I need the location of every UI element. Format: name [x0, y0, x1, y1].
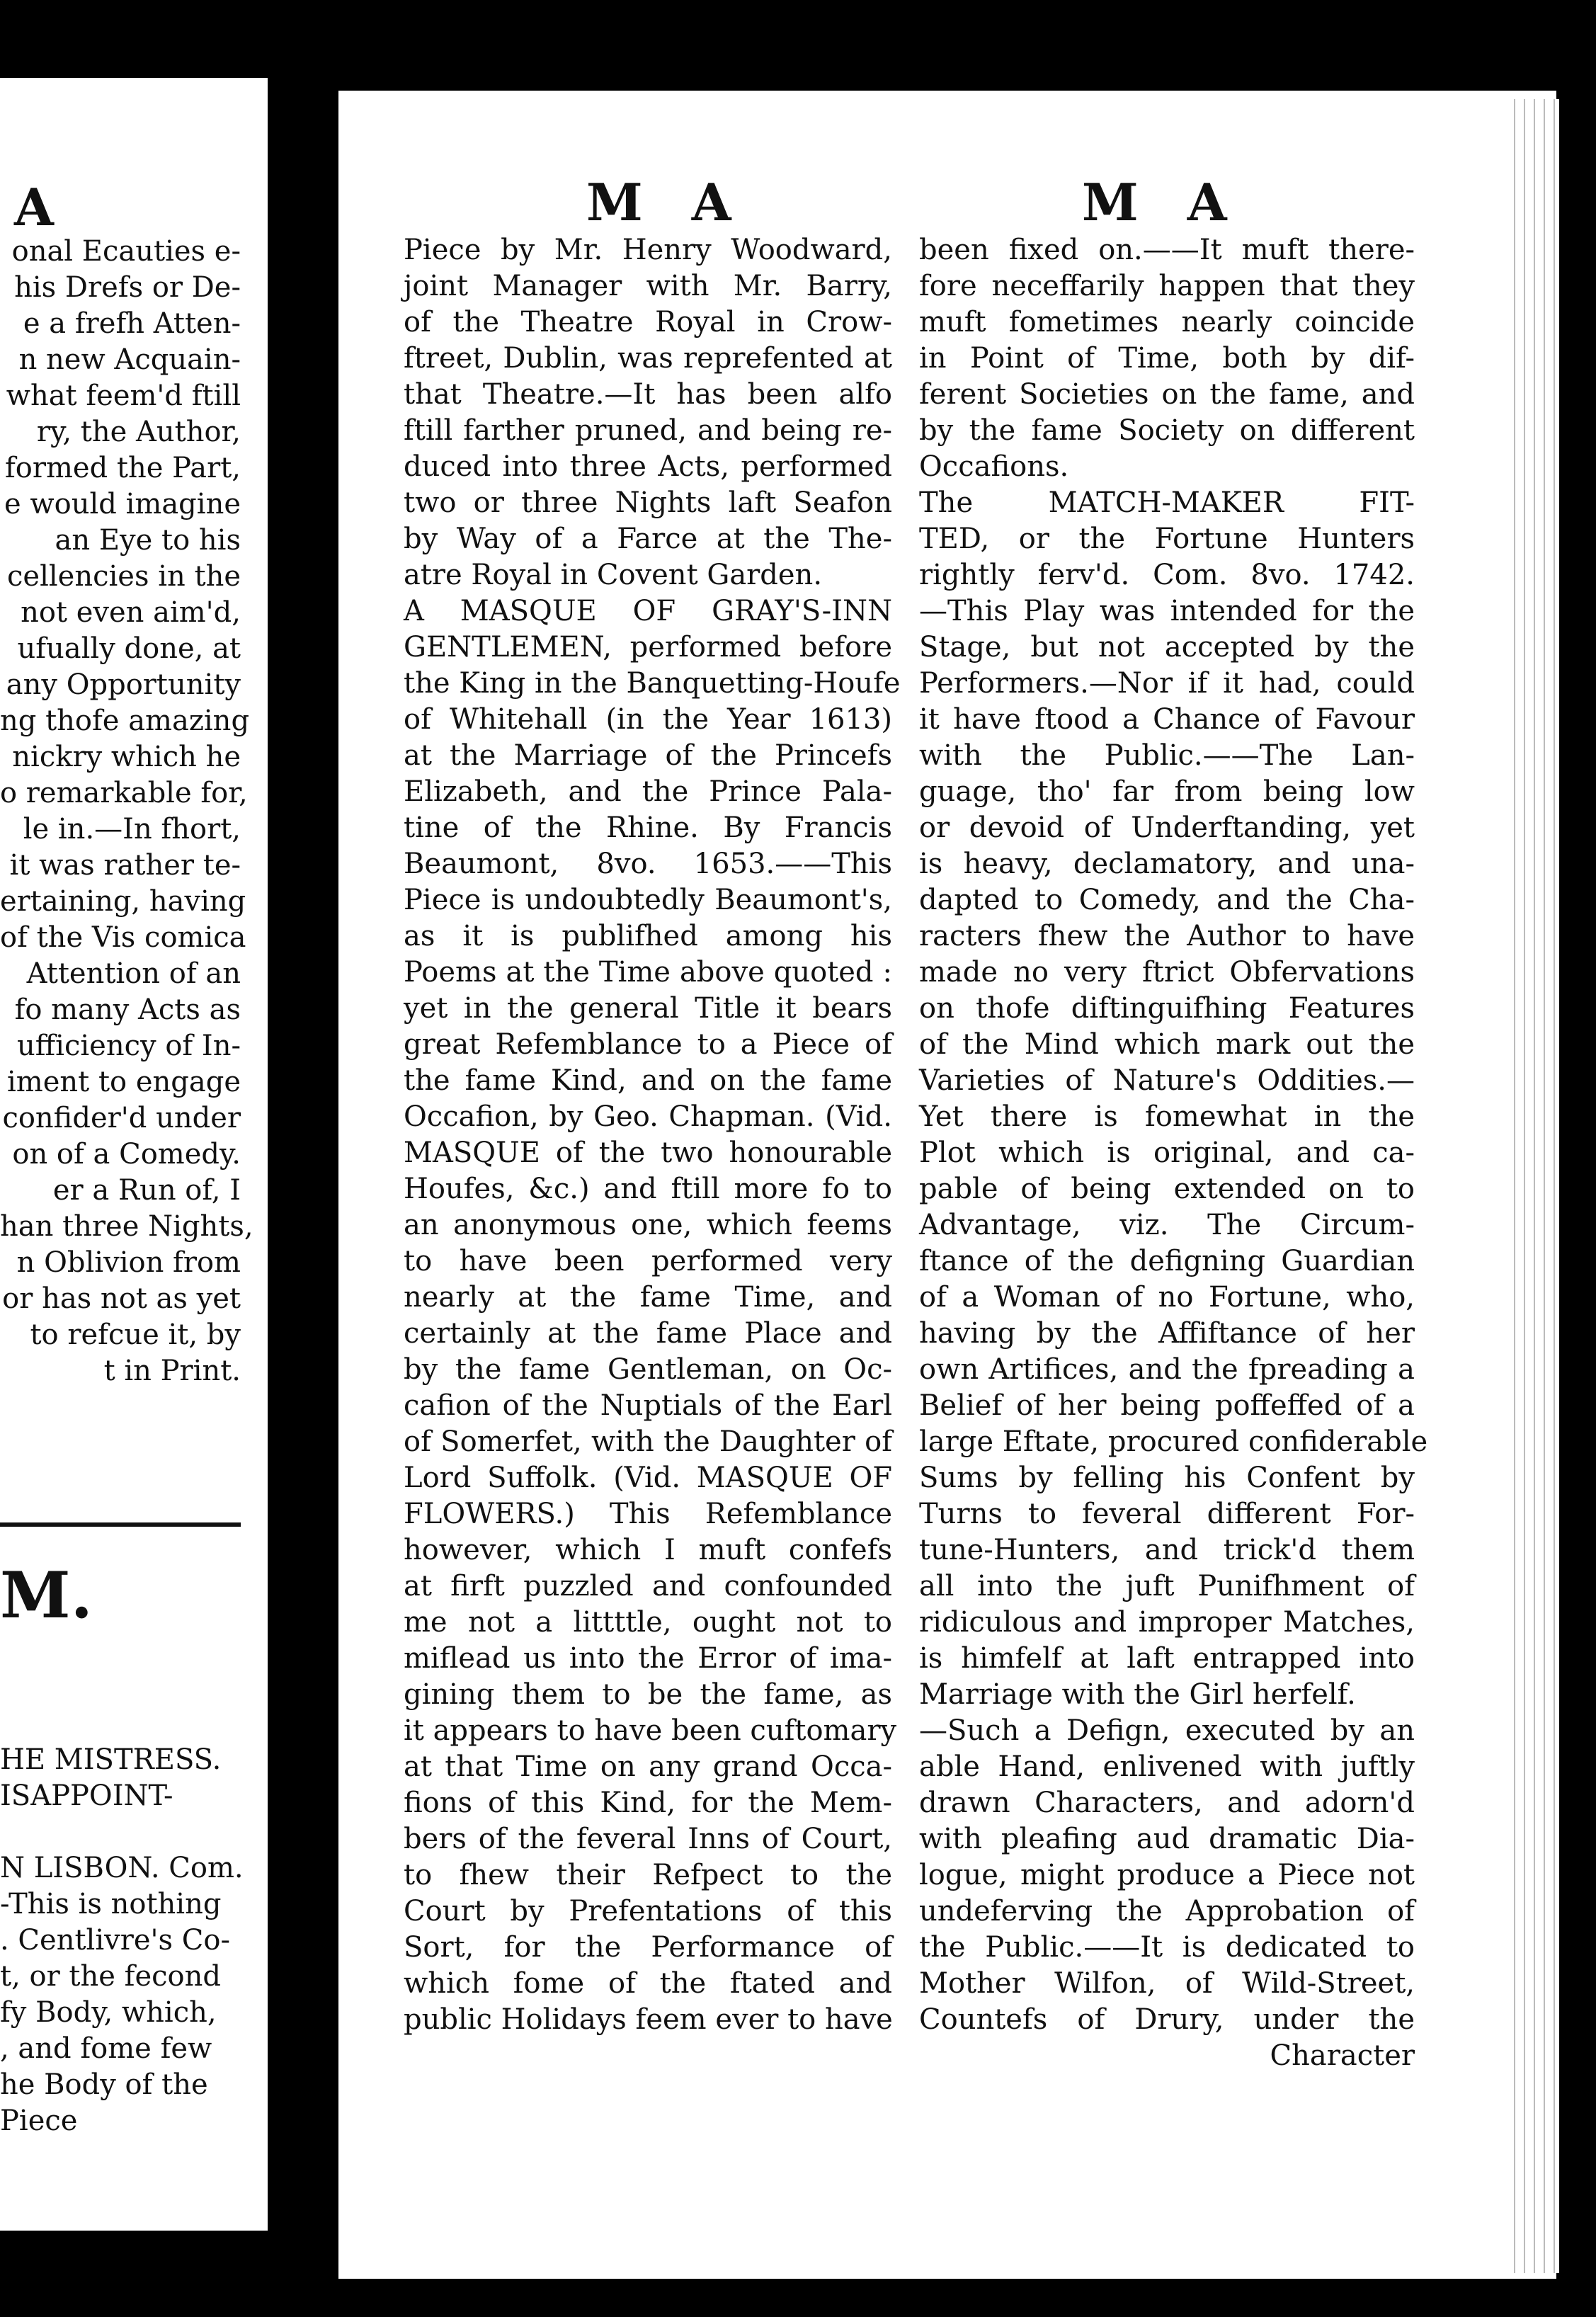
- text-line: on thofe diftinguifhing Features: [919, 992, 1415, 1025]
- text-line: t, or the fecond: [0, 1960, 221, 1993]
- text-line: n Oblivion from: [16, 1246, 241, 1279]
- text-line: formed the Part,: [4, 452, 241, 484]
- text-line: gining them to be the fame, as: [404, 1678, 892, 1711]
- text-line: racters fhew the Author to have: [919, 920, 1415, 952]
- text-line: able Hand, enlivened with juftly: [919, 1750, 1415, 1783]
- text-line: of the Vis comica: [0, 921, 246, 954]
- text-line: ufficiency of In-: [17, 1030, 241, 1062]
- text-line: not even aim'd,: [21, 596, 241, 629]
- section-rule: [0, 1522, 241, 1527]
- text-line: Turns to feveral different For-: [919, 1498, 1415, 1530]
- text-line: made no very ftrict Obfervations: [919, 956, 1415, 989]
- text-line: ferent Societies on the fame, and: [919, 378, 1415, 411]
- text-line: Piece is undoubtedly Beaumont's,: [404, 884, 892, 916]
- text-line: Piece: [0, 2105, 78, 2137]
- text-line: fore neceffarily happen that they: [919, 270, 1415, 302]
- text-line: that Theatre.—It has been alfo: [404, 378, 892, 411]
- text-line: Beaumont, 8vo. 1653.——This: [404, 848, 892, 880]
- text-line: ftreet, Dublin, was reprefented at: [404, 342, 892, 375]
- text-line: atre Royal in Covent Garden.: [404, 559, 823, 591]
- running-head-right: M A: [1082, 172, 1243, 232]
- text-line: to fhew their Refpect to the: [404, 1859, 892, 1891]
- text-line: however, which I muft confefs: [404, 1534, 892, 1566]
- text-line: tine of the Rhine. By Francis: [404, 812, 892, 844]
- text-line: or devoid of Underftanding, yet: [919, 812, 1415, 844]
- text-line: ISAPPOINT-: [0, 1780, 173, 1812]
- text-line: he Body of the: [0, 2068, 208, 2101]
- text-line: at the Marriage of the Princefs: [404, 739, 892, 772]
- text-line: Occafion, by Geo. Chapman. (Vid.: [404, 1100, 892, 1133]
- text-line: what feem'd ftill: [6, 380, 241, 412]
- section-letter: M.: [0, 1558, 93, 1633]
- text-line: with the Public.——The Lan-: [919, 739, 1415, 772]
- left-running-head: A: [14, 177, 69, 237]
- text-line: joint Manager with Mr. Barry,: [404, 270, 892, 302]
- text-line: nearly at the fame Time, and: [404, 1281, 892, 1314]
- text-line: of a Woman of no Fortune, who,: [919, 1281, 1415, 1314]
- text-line: own Artifices, and the fpreading a: [919, 1353, 1415, 1386]
- text-line: Marriage with the Girl herfelf.: [919, 1678, 1356, 1711]
- text-line: in Point of Time, both by dif-: [919, 342, 1415, 375]
- text-line: Yet there is fomewhat in the: [919, 1100, 1415, 1133]
- text-line: certainly at the fame Place and: [404, 1317, 892, 1350]
- text-line: Character: [1270, 2039, 1415, 2072]
- text-line: ertaining, having: [0, 885, 246, 918]
- text-line: large Eftate, procured confiderable: [919, 1425, 1428, 1458]
- text-line: t in Print.: [103, 1355, 241, 1387]
- text-line: Belief of her being poffeffed of a: [919, 1389, 1415, 1422]
- text-line: Sums by felling his Confent by: [919, 1462, 1415, 1494]
- middle-column-text: [404, 232, 901, 2038]
- text-line: . Centlivre's Co-: [0, 1924, 230, 1957]
- text-line: of the Theatre Royal in Crow-: [404, 306, 892, 338]
- text-line: ry, the Author,: [36, 416, 241, 448]
- text-line: on of a Comedy.: [12, 1138, 241, 1171]
- text-line: drawn Characters, and adorn'd: [919, 1787, 1415, 1819]
- text-line: cellencies in the: [7, 560, 241, 593]
- text-line: Performers.—Nor if it had, could: [919, 667, 1415, 700]
- text-line: Poems at the Time above quoted :: [404, 956, 892, 989]
- text-line: o remarkable for,: [0, 777, 248, 809]
- text-line: an anonymous one, which feems: [404, 1209, 892, 1241]
- text-line: it was rather te-: [9, 849, 241, 882]
- text-line: The MATCH-MAKER FIT-: [919, 486, 1415, 519]
- text-line: an Eye to his: [55, 524, 241, 557]
- text-line: fy Body, which,: [0, 1996, 217, 2029]
- running-head-left: M A: [586, 172, 747, 232]
- text-line: with pleafing aud dramatic Dia-: [919, 1823, 1415, 1855]
- text-line: as it is publifhed among his: [404, 920, 892, 952]
- text-line: iment to engage: [7, 1066, 241, 1098]
- text-line: by Way of a Farce at the The-: [404, 523, 892, 555]
- text-line: pable of being extended on to: [919, 1173, 1415, 1205]
- text-line: or has not as yet: [2, 1282, 241, 1315]
- text-line: of Whitehall (in the Year 1613): [404, 703, 892, 736]
- text-line: Stage, but not accepted by the: [919, 631, 1415, 664]
- text-line: rightly ferv'd. Com. 8vo. 1742.: [919, 559, 1415, 591]
- text-line: the fame Kind, and on the fame: [404, 1064, 892, 1097]
- text-line: by the fame Society on different: [919, 414, 1415, 447]
- text-line: his Drefs or De-: [14, 271, 241, 304]
- text-line: great Refemblance to a Piece of: [404, 1028, 892, 1061]
- text-line: the King in the Banquetting-Houfe: [404, 667, 901, 700]
- text-line: Elizabeth, and the Prince Pala-: [404, 775, 892, 808]
- text-line: it have ftood a Chance of Favour: [919, 703, 1415, 736]
- text-line: at firft puzzled and confounded: [404, 1570, 892, 1602]
- text-line: [0, 1814, 241, 1850]
- text-line: dapted to Comedy, and the Cha-: [919, 884, 1415, 916]
- text-line: Court by Prefentations of this: [404, 1895, 892, 1928]
- text-line: HE MISTRESS.: [0, 1743, 222, 1776]
- text-line: Mother Wilfon, of Wild-Street,: [919, 1967, 1415, 2000]
- text-line: muft fometimes nearly coincide: [919, 306, 1415, 338]
- text-line: public Holidays feem ever to have: [404, 2003, 893, 2036]
- text-line: e a frefh Atten-: [23, 307, 241, 340]
- page-edges: [1510, 99, 1559, 2273]
- text-line: been fixed on.——It muft there-: [919, 234, 1415, 266]
- text-line: me not a littttle, ought not to: [404, 1606, 892, 1639]
- right-column-text: [919, 232, 1428, 2074]
- text-line: Advantage, viz. The Circum-: [919, 1209, 1415, 1241]
- text-line: by the fame Gentleman, on Oc-: [404, 1353, 892, 1386]
- text-line: cafion of the Nuptials of the Earl: [404, 1389, 892, 1422]
- text-line: two or three Nights laft Seafon: [404, 486, 892, 519]
- text-line: Plot which is original, and ca-: [919, 1137, 1415, 1169]
- text-line: of Somerfet, with the Daughter of: [404, 1425, 892, 1458]
- text-line: nickry which he: [12, 741, 241, 773]
- text-line: Varieties of Nature's Oddities.—: [919, 1064, 1415, 1097]
- text-line: having by the Affiftance of her: [919, 1317, 1415, 1350]
- text-line: it appears to have been cuftomary: [404, 1714, 897, 1747]
- text-line: Attention of an: [26, 957, 241, 990]
- text-line: confider'd under: [2, 1102, 241, 1134]
- left-page: [0, 78, 268, 2231]
- right-page: [338, 91, 1556, 2279]
- text-line: ng thofe amazing: [0, 705, 250, 737]
- text-line: logue, might produce a Piece not: [919, 1859, 1415, 1891]
- text-line: Occafions.: [919, 450, 1069, 483]
- text-line: Piece by Mr. Henry Woodward,: [404, 234, 892, 266]
- text-line: n new Acquain-: [18, 343, 241, 376]
- text-line: er a Run of, I: [52, 1174, 241, 1207]
- text-line: guage, tho' far from being low: [919, 775, 1415, 808]
- text-line: -This is nothing: [0, 1888, 222, 1920]
- text-line: onal Ecauties e-: [11, 235, 241, 268]
- text-line: le in.—In fhort,: [23, 813, 241, 846]
- text-line: TED, or the Fortune Hunters: [919, 523, 1415, 555]
- text-line: to have been performed very: [404, 1245, 892, 1277]
- text-line: which fome of the ftated and: [404, 1967, 892, 2000]
- text-line: is himfelf at laft entrapped into: [919, 1642, 1415, 1675]
- text-line: Houfes, &c.) and ftill more fo to: [404, 1173, 892, 1205]
- text-line: miflead us into the Error of ima-: [404, 1642, 892, 1675]
- text-line: the Public.——It is dedicated to: [919, 1931, 1415, 1964]
- text-line: ftance of the defigning Guardian: [919, 1245, 1415, 1277]
- text-line: e would imagine: [4, 488, 241, 520]
- text-line: fo many Acts as: [14, 994, 241, 1026]
- text-line: MASQUE of the two honourable: [404, 1137, 892, 1169]
- text-line: N LISBON. Com.: [0, 1852, 244, 1884]
- left-column-text: [0, 234, 253, 1389]
- text-line: Countefs of Drury, under the: [919, 2003, 1415, 2036]
- text-line: —Such a Defign, executed by an: [919, 1714, 1415, 1747]
- text-line: at that Time on any grand Occa-: [404, 1750, 892, 1783]
- text-line: duced into three Acts, performed: [404, 450, 892, 483]
- text-line: undeferving the Approbation of: [919, 1895, 1415, 1928]
- text-line: bers of the feveral Inns of Court,: [404, 1823, 892, 1855]
- text-line: yet in the general Title it bears: [404, 992, 892, 1025]
- text-line: to refcue it, by: [30, 1319, 241, 1351]
- text-line: is heavy, declamatory, and una-: [919, 848, 1415, 880]
- text-line: of the Mind which mark out the: [919, 1028, 1415, 1061]
- text-line: all into the juft Punifhment of: [919, 1570, 1415, 1602]
- text-line: fions of this Kind, for the Mem-: [404, 1787, 892, 1819]
- left-column-text-lower: [0, 1742, 244, 2139]
- text-line: GENTLEMEN, performed before: [404, 631, 892, 664]
- text-line: , and fome few: [0, 2032, 212, 2065]
- text-line: —This Play was intended for the: [919, 595, 1415, 627]
- text-line: ridiculous and improper Matches,: [919, 1606, 1415, 1639]
- text-line: ufually done, at: [17, 632, 241, 665]
- text-line: Lord Suffolk. (Vid. MASQUE OF: [404, 1462, 892, 1494]
- text-line: han three Nights,: [0, 1210, 253, 1243]
- text-line: Sort, for the Performance of: [404, 1931, 892, 1964]
- text-line: A MASQUE OF GRAY'S-INN: [404, 595, 892, 627]
- text-line: ftill farther pruned, and being re-: [404, 414, 892, 447]
- text-line: tune-Hunters, and trick'd them: [919, 1534, 1415, 1566]
- text-line: FLOWERS.) This Refemblance: [404, 1498, 892, 1530]
- text-line: any Opportunity: [6, 668, 241, 701]
